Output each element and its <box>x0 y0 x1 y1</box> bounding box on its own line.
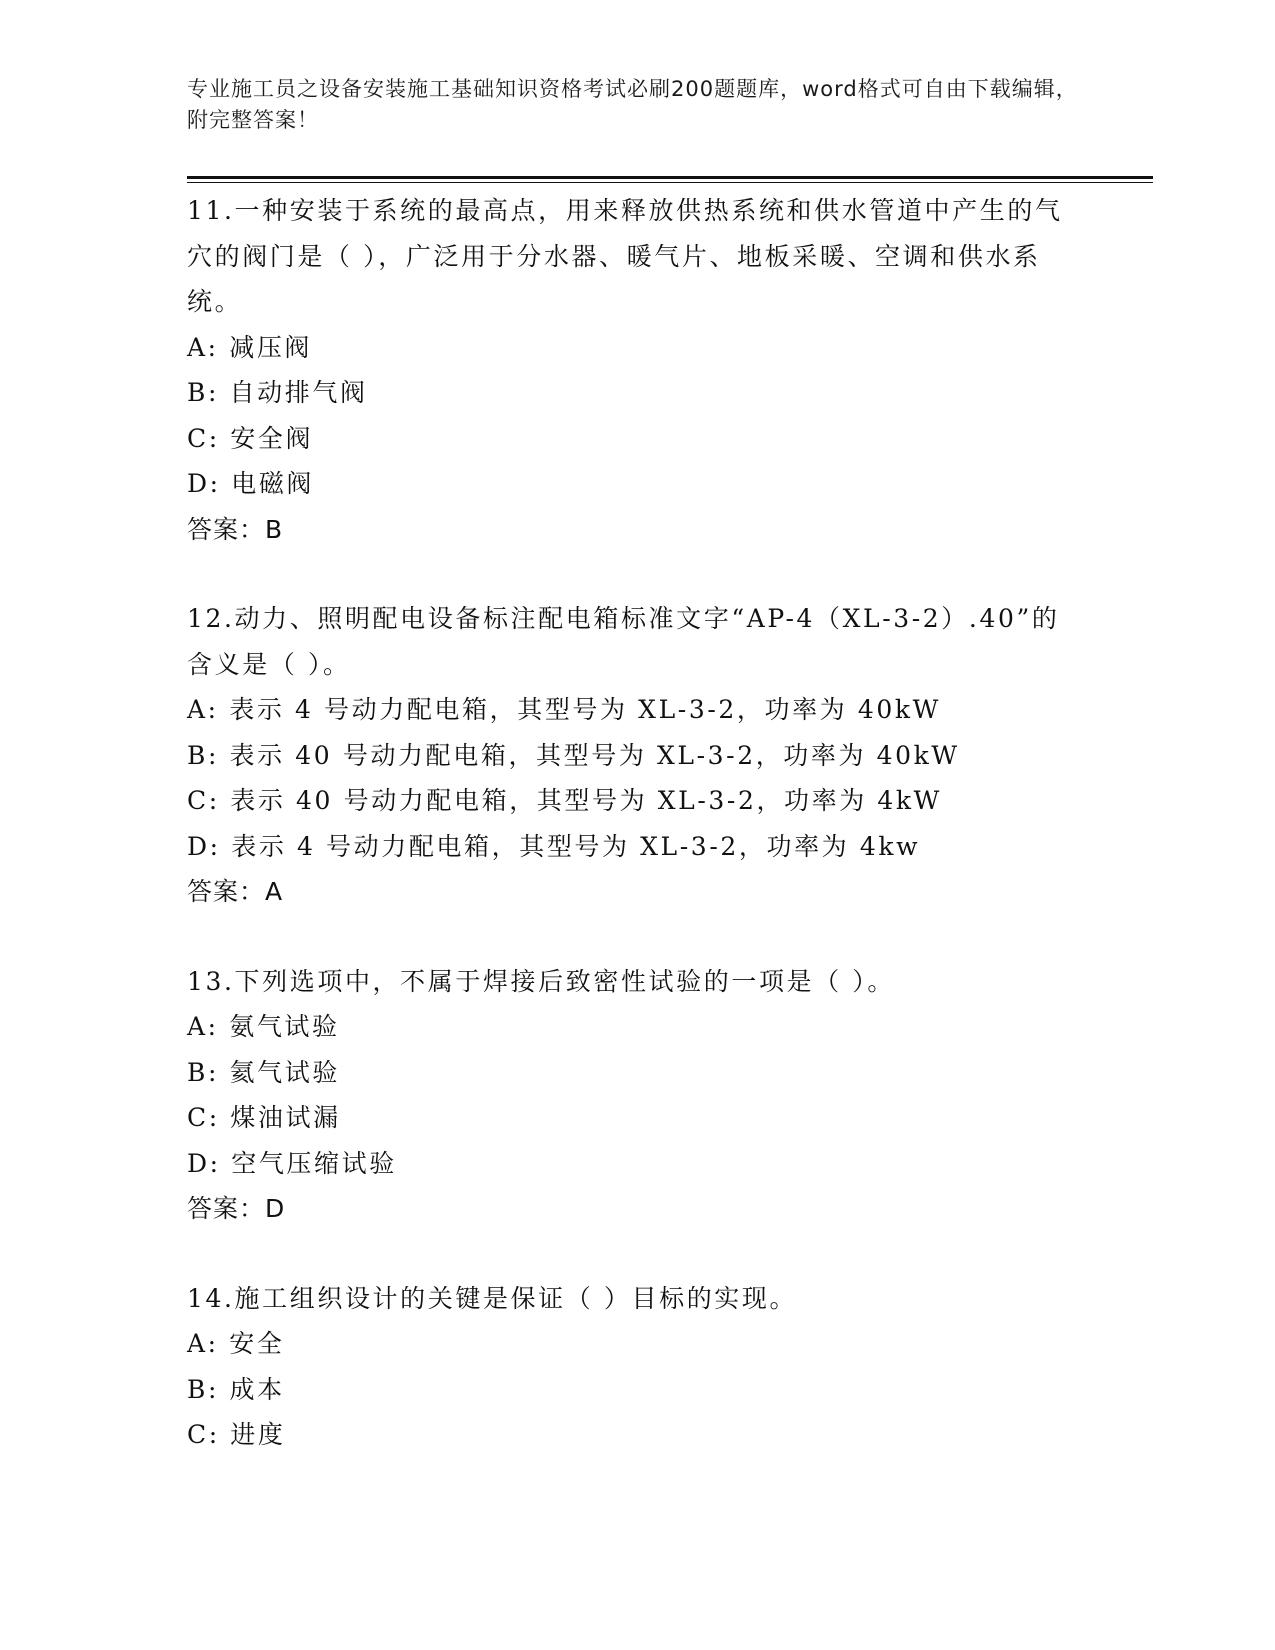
option-a: A: 表示 4 号动力配电箱，其型号为 XL-3-2，功率为 40kW <box>187 695 941 724</box>
question-14 <box>187 1276 1087 1458</box>
header-divider-thick <box>187 176 1153 179</box>
question-11 <box>187 188 1087 552</box>
option-d: D: 表示 4 号动力配电箱，其型号为 XL-3-2，功率为 4kw <box>187 831 921 861</box>
answer-line: 答案：B <box>187 514 284 544</box>
question-list <box>187 188 1087 1458</box>
option-c: C: 安全阀 <box>187 423 314 453</box>
option-d: D: 电磁阀 <box>187 469 315 498</box>
option-a: A: 氨气试验 <box>187 1012 340 1041</box>
option-c: C: 表示 40 号动力配电箱，其型号为 XL-3-2，功率为 4kW <box>187 786 942 815</box>
option-b: B: 自动排气阀 <box>187 378 368 407</box>
header-divider-thin <box>187 182 1153 183</box>
option-a: A: 减压阀 <box>187 332 313 362</box>
question-stem: 12.动力、照明配电设备标注配电箱标准文字“AP-4（XL-3-2）.40”的含义是（ ）。 <box>187 604 1060 679</box>
question-stem: 11.一种安装于系统的最高点，用来释放供热系统和供水管道中产生的气穴的阀门是（ ），广泛用于分水器、暖气片、地板采暖、空调和供水系统。 <box>187 196 1063 316</box>
option-a: A: 安全 <box>187 1329 285 1358</box>
option-b: B: 表示 40 号动力配电箱，其型号为 XL-3-2，功率为 40kW <box>187 740 960 770</box>
option-b: B: 氦气试验 <box>187 1057 340 1087</box>
option-d: D: 空气压缩试验 <box>187 1148 397 1178</box>
question-13 <box>187 959 1087 1232</box>
question-stem: 13.下列选项中，不属于焊接后致密性试验的一项是（ ）。 <box>187 966 896 996</box>
question-stem: 14.施工组织设计的关键是保证（ ）目标的实现。 <box>187 1283 798 1313</box>
option-b: B: 成本 <box>187 1374 285 1404</box>
answer-line: 答案：D <box>187 1194 286 1223</box>
answer-line: 答案：A <box>187 877 284 906</box>
question-12 <box>187 596 1087 915</box>
document-header: 专业施工员之设备安装施工基础知识资格考试必刷200题题库，word格式可自由下载编辑，附完整答案！ <box>187 77 1078 132</box>
option-c: C: 煤油试漏 <box>187 1103 341 1132</box>
option-c: C: 进度 <box>187 1420 286 1449</box>
